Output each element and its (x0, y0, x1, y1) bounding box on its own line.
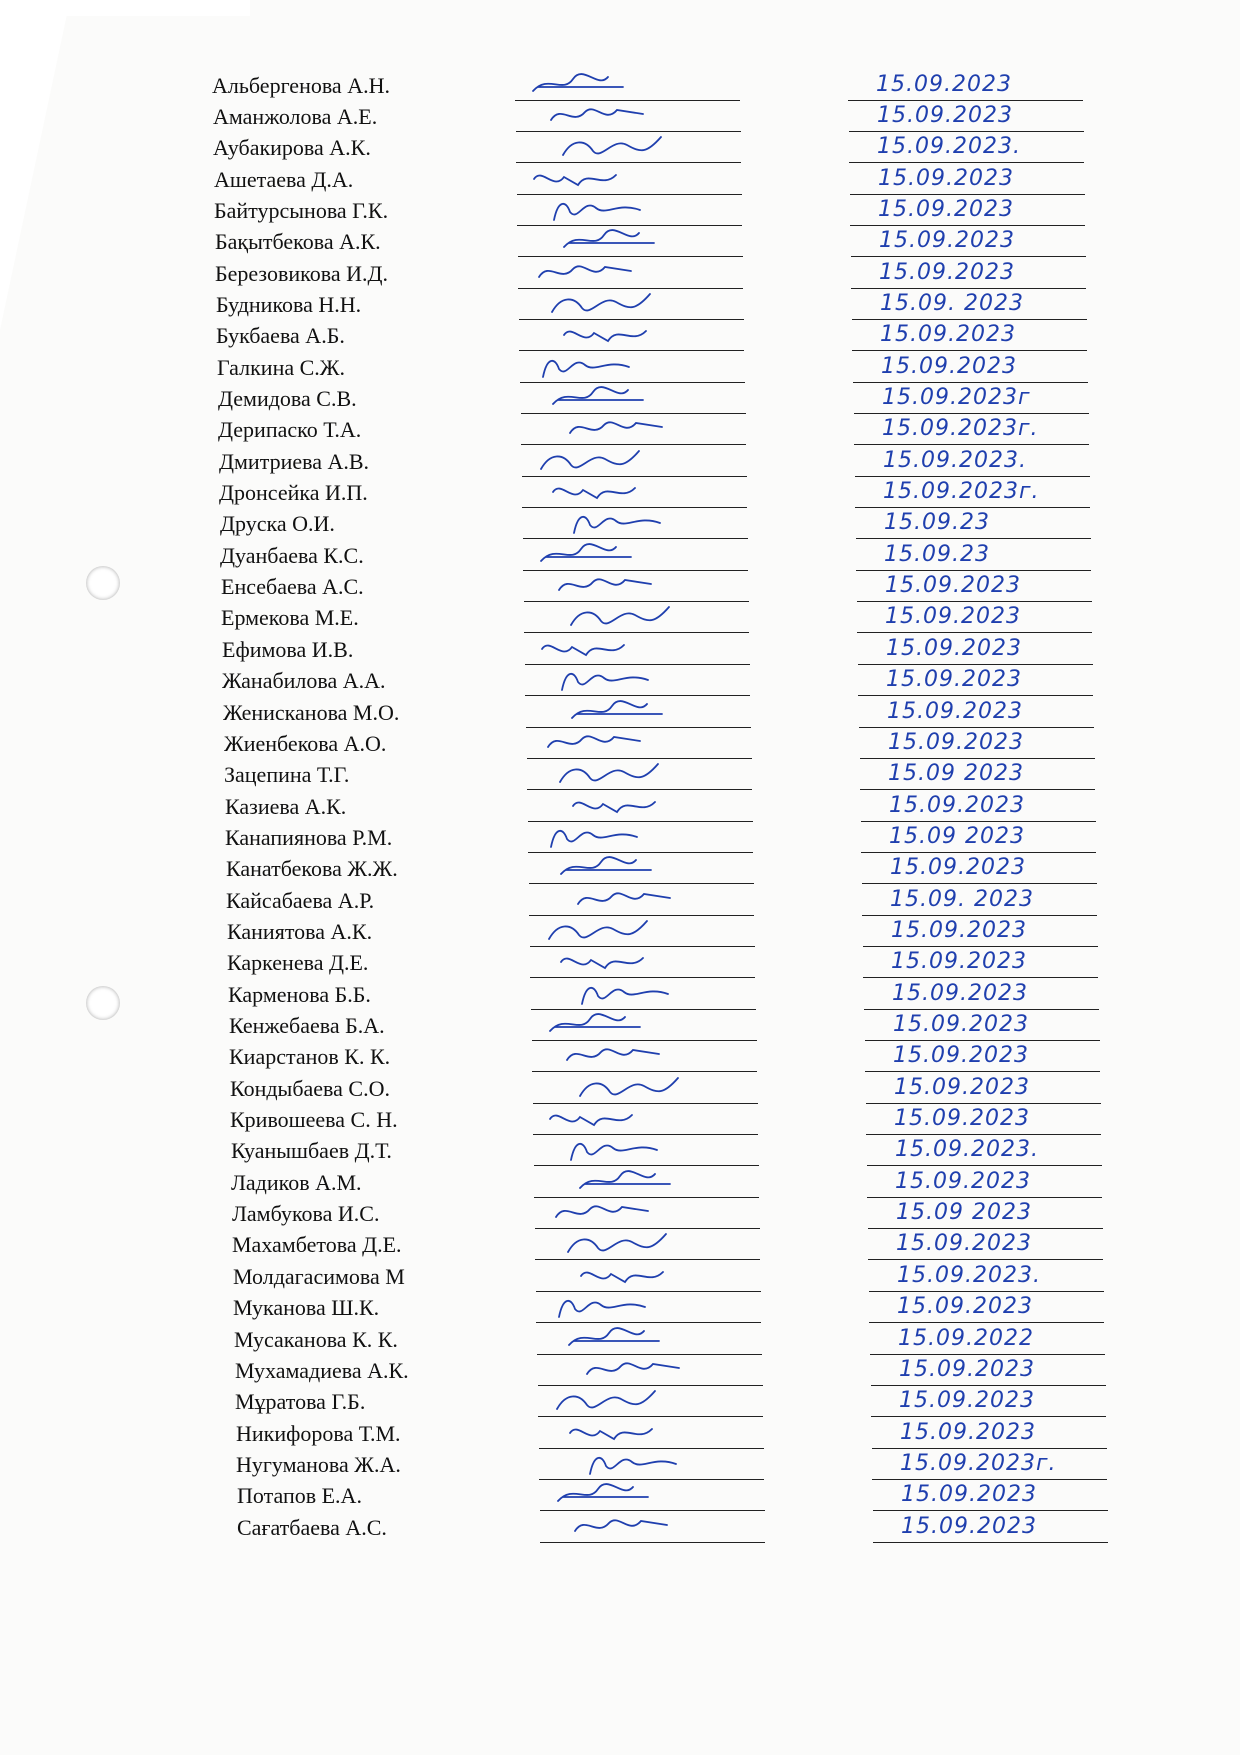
person-name: Бақытбекова А.К. (215, 229, 381, 255)
list-row (0, 1103, 1240, 1138)
list-row (0, 287, 1240, 322)
list-row (0, 1353, 1240, 1388)
handwritten-date: 15.09.2023г. (882, 416, 1039, 442)
person-name: Киарстанов К. К. (229, 1044, 391, 1070)
list-row (0, 946, 1240, 981)
person-name: Канатбекова Ж.Ж. (226, 856, 398, 882)
person-name: Карменова Б.Б. (228, 981, 371, 1007)
list-row (0, 1510, 1240, 1545)
list-row (0, 1322, 1240, 1357)
handwritten-date: 15.09.2023г. (883, 479, 1040, 505)
list-row (0, 225, 1240, 260)
handwritten-date: 15.09.23 (884, 541, 990, 567)
person-name: Енсебаева А.С. (221, 574, 364, 600)
handwritten-date: 15.09.2023г. (900, 1450, 1057, 1476)
handwritten-date: 15.09.2023г (882, 385, 1031, 410)
list-row (0, 476, 1240, 511)
handwritten-date: 15.09.23 (884, 510, 990, 536)
handwritten-signature (540, 727, 650, 757)
handwritten-date: 15.09.2023 (880, 322, 1016, 348)
person-name: Дмитриева А.В. (219, 448, 370, 474)
handwritten-signature (551, 1385, 661, 1415)
handwritten-signature (543, 915, 653, 945)
handwritten-date: 15.09.2023 (886, 635, 1022, 661)
handwritten-signature (559, 1040, 669, 1070)
list-row (0, 789, 1240, 824)
handwritten-date: 15.09.2023 (885, 604, 1021, 630)
list-row (0, 632, 1240, 667)
person-name: Мухамадиева А.К. (235, 1357, 409, 1383)
person-name: Канапиянова Р.М. (225, 824, 393, 850)
list-row (0, 601, 1240, 636)
handwritten-date: 15.09.2023 (892, 980, 1028, 1006)
person-name: Байтурсынова Г.К. (214, 197, 389, 223)
handwritten-date: 15.09.2023 (897, 1294, 1033, 1320)
handwritten-signature (556, 852, 666, 882)
handwritten-date: 15.09.2023. (877, 134, 1021, 160)
person-name: Каниятова А.К. (227, 918, 373, 944)
handwritten-date: 15.09.2023 (899, 1388, 1035, 1414)
person-name: Аманжолова А.Е. (213, 103, 378, 129)
person-name: Зацепина Т.Г. (224, 762, 350, 788)
handwritten-signature (559, 225, 669, 255)
list-row (0, 1416, 1240, 1451)
person-name: Махамбетова Д.Е. (232, 1232, 402, 1258)
handwritten-signature (562, 413, 672, 443)
list-row (0, 1134, 1240, 1169)
list-row (0, 1259, 1240, 1294)
handwritten-signature (530, 163, 640, 193)
person-name: Ашетаева Д.А. (214, 166, 354, 192)
handwritten-date: 15.09.2023 (885, 573, 1021, 599)
handwritten-signature (567, 696, 677, 726)
list-row (0, 350, 1240, 385)
signature-line (540, 1542, 765, 1543)
handwritten-signature (577, 1260, 687, 1290)
list-row (0, 977, 1240, 1012)
handwritten-date: 15.09.2023 (879, 259, 1015, 285)
list-row (0, 852, 1240, 887)
handwritten-date: 15.09.2023 (894, 1106, 1030, 1132)
person-name: Кенжебаева Б.А. (229, 1013, 385, 1038)
handwritten-signature (567, 1511, 677, 1541)
handwritten-date: 15.09.2023 (901, 1482, 1037, 1508)
handwritten-date: 15.09.2023 (877, 102, 1013, 128)
handwritten-date: 15.09.2023 (891, 917, 1027, 943)
list-row (0, 758, 1240, 793)
handwritten-signature (575, 1166, 685, 1196)
person-name: Ефимова И.В. (222, 636, 354, 662)
person-name: Кайсабаева А.Р. (226, 887, 375, 913)
person-name: Нугуманова Ж.А. (236, 1451, 401, 1477)
list-row (0, 570, 1240, 605)
handwritten-signature (546, 288, 656, 318)
handwritten-signature (557, 131, 667, 161)
person-name: Мұратова Г.Б. (235, 1389, 366, 1415)
handwritten-signature (579, 1354, 689, 1384)
handwritten-date: 15.09.2023 (893, 1012, 1029, 1037)
person-name: Женисканова М.О. (223, 699, 400, 725)
list-row (0, 507, 1240, 542)
person-name: Ладиков А.М. (231, 1169, 362, 1195)
handwritten-signature (574, 1072, 684, 1102)
handwritten-signature (549, 1291, 659, 1321)
list-row (0, 193, 1240, 228)
person-name: Ермекова М.Е. (221, 605, 359, 631)
person-name: Аубакирова А.К. (213, 135, 371, 161)
list-row (0, 1479, 1240, 1514)
handwritten-signature (566, 1417, 676, 1447)
person-name: Демидова С.В. (218, 386, 357, 411)
person-name: Кондыбаева С.О. (230, 1075, 390, 1101)
handwritten-signature (544, 194, 654, 224)
list-row (0, 319, 1240, 354)
list-row (0, 382, 1240, 417)
person-name: Друска О.И. (220, 511, 335, 537)
handwritten-signature (572, 978, 682, 1008)
handwritten-signature (533, 351, 643, 381)
person-name: Муканова Ш.К. (233, 1295, 380, 1321)
person-name: Потапов Е.А. (237, 1483, 362, 1509)
handwritten-signature (536, 539, 646, 569)
handwritten-signature (564, 507, 674, 537)
handwritten-signature (546, 1103, 656, 1133)
handwritten-signature (569, 790, 679, 820)
person-name: Мусаканова К. К. (234, 1326, 398, 1352)
person-name: Сағатбаева А.С. (237, 1514, 387, 1540)
list-row (0, 664, 1240, 699)
handwritten-signature (548, 382, 658, 412)
person-name: Букбаева А.Б. (216, 323, 345, 349)
handwritten-signature (554, 758, 664, 788)
handwritten-signature (553, 1479, 663, 1509)
person-name: Дуанбаева К.С. (220, 542, 364, 568)
handwritten-date: 15.09.2023 (889, 792, 1025, 818)
handwritten-signature (531, 257, 641, 287)
handwritten-date: 15.09.2023 (887, 698, 1023, 724)
handwritten-date: 15.09.2022 (898, 1325, 1034, 1351)
person-name: Альбергенова А.Н. (212, 72, 390, 98)
handwritten-signature (535, 445, 645, 475)
handwritten-signature (561, 1134, 671, 1164)
person-name: Галкина С.Ж. (217, 354, 345, 380)
page-edge (0, 0, 250, 16)
list-row (0, 914, 1240, 949)
handwritten-date: 15.09.2023 (886, 667, 1022, 693)
list-row (0, 1447, 1240, 1482)
person-name: Куанышбаев Д.Т. (231, 1138, 392, 1164)
date-line (873, 1542, 1108, 1543)
person-name: Будникова Н.Н. (216, 291, 362, 317)
handwritten-signature (560, 319, 670, 349)
list-row (0, 256, 1240, 291)
list-row (0, 1071, 1240, 1106)
list-row (0, 1385, 1240, 1420)
list-row (0, 820, 1240, 855)
handwritten-date: 15.09.2023 (879, 228, 1015, 254)
handwritten-signature (548, 1197, 658, 1227)
handwritten-signature (580, 1448, 690, 1478)
list-row (0, 1291, 1240, 1326)
person-name: Березовикова И.Д. (215, 260, 388, 286)
list-row (0, 162, 1240, 197)
handwritten-date: 15.09.2023 (900, 1419, 1036, 1445)
handwritten-date: 15.09.2023 (878, 165, 1014, 191)
handwritten-signature (564, 1323, 674, 1353)
handwritten-signature (557, 946, 667, 976)
handwritten-signature (538, 633, 648, 663)
handwritten-date: 15.09 2023 (889, 823, 1025, 849)
person-name: Дронсейка И.П. (219, 480, 368, 506)
person-name: Дерипаско Т.А. (218, 417, 362, 443)
handwritten-date: 15.09.2023. (895, 1137, 1039, 1163)
handwritten-date: 15.09 2023 (888, 761, 1024, 787)
handwritten-date: 15.09.2023 (878, 196, 1014, 222)
person-name: Ламбукова И.С. (232, 1201, 380, 1227)
handwritten-date: 15.09.2023 (896, 1231, 1032, 1257)
handwritten-date: 15.09.2023 (895, 1168, 1031, 1194)
handwritten-date: 15.09.2023 (893, 1043, 1029, 1069)
person-name: Каркенева Д.Е. (227, 950, 369, 976)
handwritten-date: 15.09.2023 (901, 1513, 1037, 1539)
handwritten-signature (562, 1228, 672, 1258)
handwritten-signature (565, 601, 675, 631)
handwritten-date: 15.09.2023 (894, 1074, 1030, 1100)
handwritten-signature (545, 1009, 655, 1039)
list-row (0, 1165, 1240, 1200)
person-name: Молдагасимова М (233, 1263, 405, 1289)
handwritten-signature (570, 884, 680, 914)
list-row (0, 1009, 1240, 1044)
handwritten-signature (543, 100, 653, 130)
list-row (0, 131, 1240, 166)
person-name: Жиенбекова А.О. (224, 730, 387, 756)
list-row (0, 68, 1240, 103)
list-row (0, 413, 1240, 448)
handwritten-signature (549, 476, 659, 506)
handwritten-date: 15.09.2023 (876, 71, 1012, 97)
handwritten-date: 15.09.2023 (891, 949, 1027, 975)
handwritten-date: 15.09 2023 (896, 1200, 1032, 1226)
person-name: Жанабилова А.А. (222, 668, 386, 694)
list-row (0, 1228, 1240, 1263)
list-row (0, 444, 1240, 479)
handwritten-date: 15.09.2023 (881, 353, 1017, 379)
handwritten-date: 15.09. 2023 (880, 290, 1024, 316)
list-row (0, 538, 1240, 573)
handwritten-date: 15.09.2023. (897, 1262, 1041, 1288)
handwritten-signature (541, 821, 651, 851)
list-row (0, 695, 1240, 730)
handwritten-signature (552, 664, 662, 694)
list-row (0, 726, 1240, 761)
handwritten-date: 15.09.2023 (890, 855, 1026, 881)
handwritten-date: 15.09.2023 (899, 1356, 1035, 1382)
handwritten-signature (551, 570, 661, 600)
handwritten-date: 15.09.2023 (888, 729, 1024, 755)
person-name: Кривошеева С. Н. (230, 1107, 398, 1133)
person-name: Казиева А.К. (225, 793, 347, 819)
list-row (0, 99, 1240, 134)
handwritten-date: 15.09.2023. (883, 447, 1027, 473)
list-row (0, 1040, 1240, 1075)
list-row (0, 883, 1240, 918)
handwritten-signature (528, 69, 638, 99)
handwritten-date: 15.09. 2023 (890, 886, 1034, 912)
person-name: Никифорова Т.М. (236, 1420, 401, 1446)
list-row (0, 1197, 1240, 1232)
